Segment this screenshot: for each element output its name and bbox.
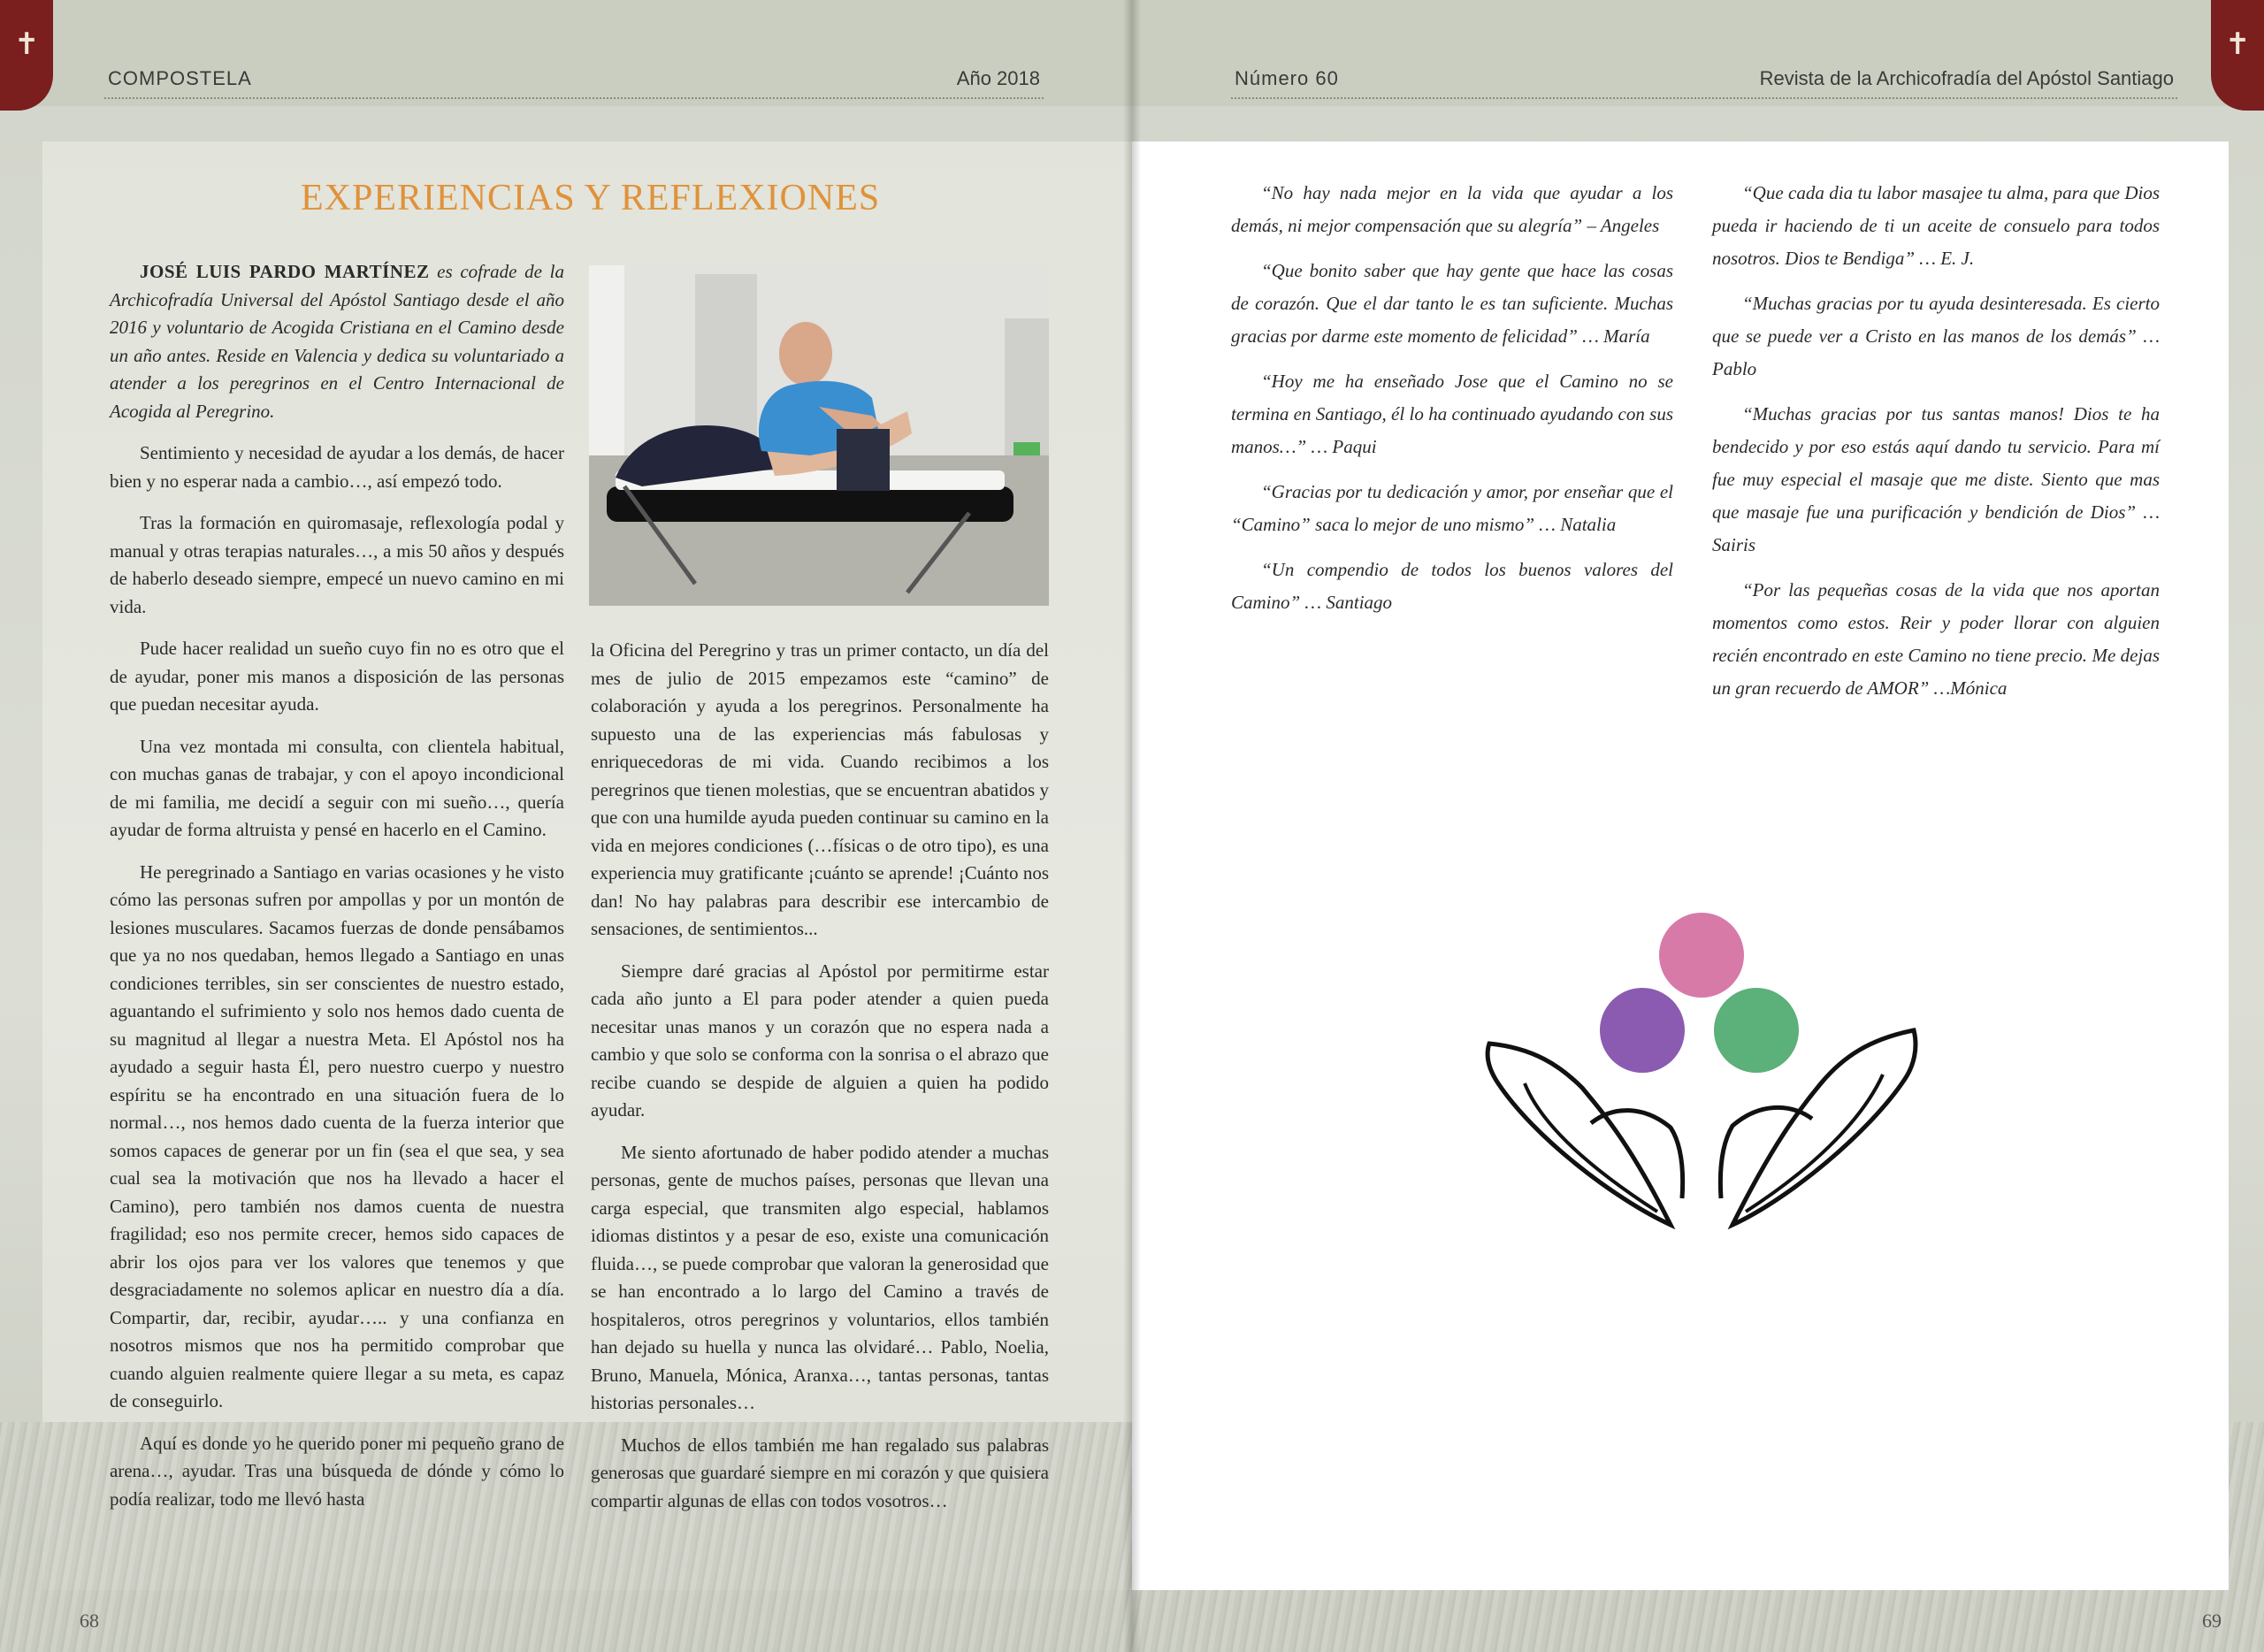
- logo-left-inner: [1525, 1083, 1657, 1212]
- logo-purple-circle: [1600, 988, 1685, 1073]
- testimonial-quote: “Por las pequeñas cosas de la vida que nos aportan momentos como estos. Reir y poder llorar con alguien recién encontrado en este Camino no tiene precio. Me dejas un gran recuerdo de AMOR” …Mónica: [1712, 579, 2160, 699]
- testimonial-quote: “Que cada dia tu labor masajee tu alma, para que Dios pueda ir haciendo de ti un aceite de consuelo para todos nosotros. Dios te Bendiga” … E. J.: [1712, 182, 2160, 269]
- logo-right-inner: [1746, 1075, 1883, 1212]
- massage-photo: [589, 265, 1049, 606]
- testimonial-quote: “Un compendio de todos los buenos valores del Camino” … Santiago: [1231, 559, 1673, 613]
- page-number-left: 68: [80, 1610, 99, 1632]
- testimonial-quote: “Hoy me ha enseñado Jose que el Camino no se termina en Santiago, él lo ha continuado ayudando con sus manos…” … Paqui: [1231, 371, 1673, 457]
- paragraph: Una vez montada mi consulta, con clientela habitual, con muchas ganas de trabajar, y con el apoyo incondicional de mi familia, me decidí a seguir con mi sueño…, quería ayudar de forma altruista y pensé en hacerlo en el Camino.: [110, 735, 564, 840]
- paragraph: Tras la formación en quiromasaje, reflexología podal y manual y otras terapias naturales…, a mis 50 años y después de haberlo deseado siempre, empecé un nuevo camino en mi vida.: [110, 512, 564, 617]
- issue-year: Año 2018: [956, 67, 1040, 89]
- magazine-subtitle: Revista de la Archicofradía del Apóstol Santiago: [1759, 67, 2174, 89]
- right-page: [1132, 0, 2264, 1652]
- paragraph: Siempre daré gracias al Apóstol por permitirme estar cada año junto a El para poder atender a quien pueda necesitar unas manos y un corazón que no espera nada a cambio y que solo se conforma con la sonrisa o el abrazo que recibe cuando se despide de alguien a quien ha podido ayudar.: [591, 960, 1049, 1120]
- paragraph: He peregrinado a Santiago en varias ocasiones y he visto cómo las personas sufren por ampollas y por un montón de lesiones musculares. Sacamos fuerzas de donde pensábamos que ya no nos quedaban, hemos llegado a Santiago en unas condiciones terribles, sin ser conscientes de nuestro estado, aguantando el sufrimiento y solo nos hemos dado cuenta de su magnitud al llegar a nuestra Meta. El Apóstol nos ha ayudado a seguir hasta Él, pero nuestro cuerpo y nuestro espíritu se ha encontrado en una situación fuera de lo normal…, nos hemos dado cuenta de la fuerza interior que somos capaces de generar por un fin (sea el que sea, y sea cual sea la motivación que nos ha llevado a hacer el Camino), pero también nos damos cuenta de nuestra fragilidad; eso nos permite crecer, hemos sido capaces de abrir los ojos para ver los valores que tenemos y que desgraciadamente no solemos aplicar en nuestro día a día. Compartir, dar, recibir, ayudar….. y una confianza en nosotros mismos que nos ha permitido comprobar que cuando alguien realmente quiere llegar a su meta, es capaz de conseguirlo.: [110, 860, 564, 1411]
- author-bio: es cofrade de la Archicofradía Universal del Apóstol Santiago desde el año 2016 y voluntario de Acogida Cristiana en el Camino desde un año antes. Reside en Valencia y dedica su voluntariado a atender a los peregrinos en el Centro Internacional de Acogida al Peregrino.: [110, 261, 564, 422]
- logo-pink-circle: [1659, 913, 1744, 998]
- testimonial-quote: “Gracias por tu dedicación y amor, por enseñar que el “Camino” saca lo mejor de uno mismo” … Natalia: [1231, 481, 1673, 535]
- paragraph: Aquí es donde yo he querido poner mi pequeño grano de arena…, ayudar. Tras una búsqueda de dónde y cómo lo podía realizar, todo me llevó hasta: [110, 1432, 564, 1510]
- paragraph: Me siento afortunado de haber podido atender a muchas personas, gente de muchos países, personas que llevan una carga especial, que transmiten algo especial, hablamos idiomas distintos y a pesar de eso, existe una comunicación fluida…, se puede comprobar que valoran la generosidad que se han encontrado a lo largo del Camino a través de hospitaleros, otros peregrinos y voluntarios, ellos también han dejado su huella y nunca las olvidaré… Pablo, Noelia, Bruno, Manuela, Mónica, Aranxa…, tantas personas, tantas historias personales…: [591, 1141, 1049, 1413]
- quotes-column-1: [1231, 177, 1673, 631]
- issue-number: Número 60: [1235, 67, 1339, 89]
- article-column-2: [591, 637, 1049, 1529]
- paragraph: Muchos de ellos también me han regalado sus palabras generosas que guardaré siempre en mi corazón y que quisiera compartir algunas de ellas con todos vosotros…: [591, 1434, 1049, 1511]
- testimonial-quote: “Que bonito saber que hay gente que hace las cosas de corazón. Que el dar tanto le es tan suficiente. Muchas gracias por darme este momento de felicidad” … María: [1231, 260, 1673, 347]
- right-page-header: [1231, 62, 2177, 99]
- quotes-column-2: [1712, 177, 2160, 717]
- intro-paragraph: [110, 258, 564, 425]
- testimonial-quote: “Muchas gracias por tus santas manos! Dios te ha bendecido y por eso estás aquí dando tu servicio. Para mí fue muy especial el masaje que me diste. Siento que mas que masaje fue una purificación y bendición de Dios” …Sairis: [1712, 403, 2160, 555]
- massage-photo-illustration: [589, 265, 1049, 606]
- section-title: EXPERIENCIAS Y REFLEXIONES: [301, 178, 881, 218]
- testimonial-quote: “No hay nada mejor en la vida que ayudar a los demás, ni mejor compensación que su alegría” – Angeles: [1231, 182, 1673, 236]
- archicofradia-seal-icon: ✝: [2211, 0, 2264, 111]
- paragraph: Pude hacer realidad un sueño cuyo fin no es otro que el de ayudar, poner mis manos a disposición de las personas que puedan necesitar ayuda.: [110, 638, 564, 715]
- paragraph: Sentimiento y necesidad de ayudar a los demás, de hacer bien y no esperar nada a cambio…, así empezó todo.: [110, 442, 564, 492]
- book-gutter: [1123, 0, 1141, 1652]
- paragraph: la Oficina del Peregrino y tras un primer contacto, un día del mes de julio de 2015 empezamos este “camino” de colaboración y ayuda a los peregrinos. Personalmente ha supuesto una de las experiencias más fabulosas y enriquecedoras de mi vida. Cuando recibimos a los peregrinos que tienen molestias, que se encuentran abatidos y que con una humilde ayuda pueden continuar su camino en la vida en mejores condiciones (…físicas o de otro tipo), es una experiencia muy gratificante ¡cuánto se aprende! ¡Cuánto nos dan! No hay palabras para describir ese intercambio de sensaciones, de sentimientos...: [591, 639, 1049, 939]
- hands-logo-icon: [1480, 906, 1923, 1234]
- logo-green-circle: [1714, 988, 1799, 1073]
- testimonial-quote: “Muchas gracias por tu ayuda desinteresada. Es cierto que se puede ver a Cristo en las manos de los demás” …Pablo: [1712, 293, 2160, 379]
- archicofradia-seal-icon: ✝: [0, 0, 53, 111]
- left-page-header: [104, 62, 1044, 99]
- article-column-1: [110, 258, 564, 1527]
- magazine-name: COMPOSTELA: [108, 67, 252, 89]
- page-number-right: 69: [2202, 1610, 2222, 1632]
- author-name: JOSÉ LUIS PARDO MARTÍNEZ: [140, 261, 430, 282]
